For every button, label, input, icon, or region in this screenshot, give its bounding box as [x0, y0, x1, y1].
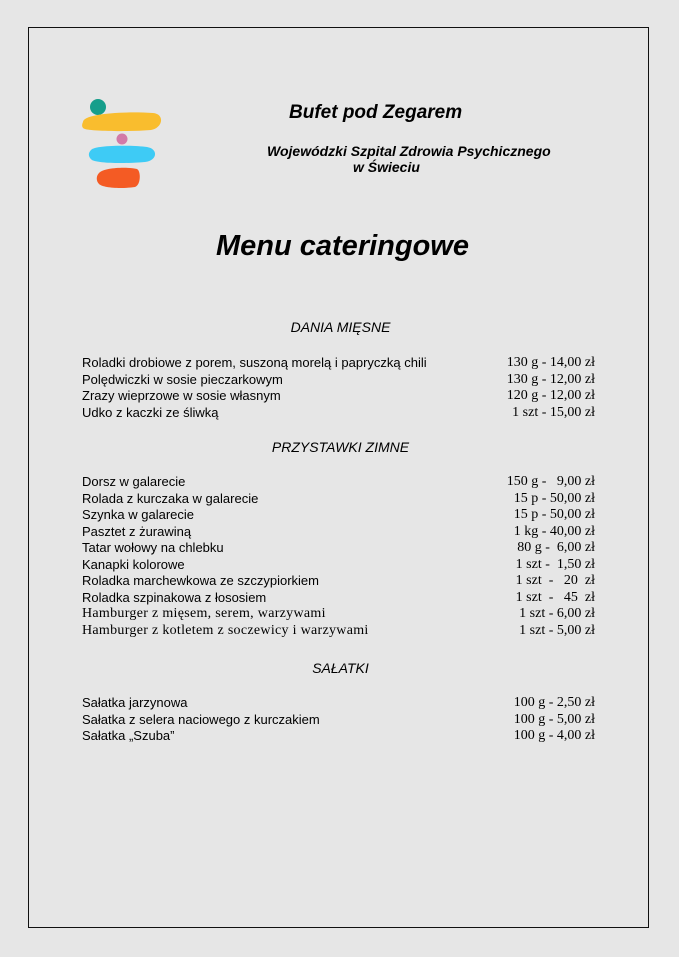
item-name: Kanapki kolorowe [82, 556, 185, 572]
item-name: Polędwiczki w sosie pieczarkowym [82, 371, 283, 387]
item-price: 1 kg - 40,00 zł [513, 523, 595, 539]
list-item [82, 573, 595, 590]
item-price: 100 g - 4,00 zł [513, 728, 595, 743]
section-cold-starters-list [82, 474, 595, 639]
item-price: 80 g - 6,00 zł [517, 540, 595, 555]
item-name: Roladki drobiowe z porem, suszoną morelą i papryczką chili [82, 355, 427, 370]
item-price: 100 g - 5,00 zł [513, 711, 595, 727]
item-price: 120 g - 12,00 zł [506, 388, 595, 403]
stacked-stones-logo-icon [81, 98, 165, 190]
item-name: Sałatka z selera naciowego z kurczakiem [82, 711, 320, 727]
list-item [82, 590, 595, 607]
item-name: Zrazy wieprzowe w sosie własnym [82, 388, 281, 403]
menu-page [28, 27, 649, 928]
list-item [82, 623, 595, 640]
hospital-line-2: w Świeciu [353, 159, 420, 175]
item-name: Sałatka jarzynowa [82, 695, 188, 710]
item-price: 150 g - 9,00 zł [506, 474, 595, 489]
list-item [82, 695, 595, 712]
item-price: 1 szt - 5,00 zł [519, 622, 595, 638]
section-meat-list [82, 355, 595, 421]
list-item [82, 388, 595, 405]
item-name: Roladka szpinakowa z łososiem [82, 589, 267, 605]
list-item [82, 372, 595, 389]
list-item [82, 540, 595, 557]
item-name: Tatar wołowy na chlebku [82, 540, 224, 555]
hospital-name [267, 143, 627, 175]
section-title-cold-starters: PRZYSTAWKI ZIMNE [271, 439, 410, 455]
item-name: Hamburger z mięsem, serem, warzywami [82, 606, 326, 621]
item-price: 1 szt - 15,00 zł [512, 404, 595, 420]
item-name: Sałatka „Szuba” [82, 728, 175, 743]
section-title-salads: SAŁATKI [312, 660, 369, 676]
item-price: 15 p - 50,00 zł [513, 507, 595, 522]
menu-title: Menu cateringowe [216, 230, 469, 262]
item-name: Roladka marchewkowa ze szczypiorkiem [82, 573, 319, 588]
item-name: Szynka w galarecie [82, 507, 194, 522]
item-price: 15 p - 50,00 zł [513, 490, 595, 506]
list-item [82, 507, 595, 524]
item-name: Pasztet z żurawiną [82, 523, 192, 539]
list-item [82, 491, 595, 508]
brand-name: Bufet pod Zegarem [289, 102, 463, 123]
list-item [82, 712, 595, 729]
item-price: 1 szt - 45 zł [515, 589, 595, 605]
item-price: 1 szt - 1,50 zł [515, 556, 595, 572]
item-name: Udko z kaczki ze śliwką [82, 404, 219, 420]
hospital-line-1: Wojewódzki Szpital Zdrowia Psychicznego [267, 143, 551, 159]
section-salads-list [82, 695, 595, 745]
item-price: 130 g - 12,00 zł [506, 371, 595, 387]
item-price: 1 szt - 20 zł [515, 573, 595, 588]
item-price: 1 szt - 6,00 zł [519, 606, 595, 621]
list-item [82, 728, 595, 745]
list-item [82, 474, 595, 491]
list-item [82, 524, 595, 541]
item-price: 130 g - 14,00 zł [506, 355, 595, 370]
item-price: 100 g - 2,50 zł [513, 695, 595, 710]
item-name: Rolada z kurczaka w galarecie [82, 490, 259, 506]
item-name: Hamburger z kotletem z soczewicy i warzywami [82, 622, 369, 638]
list-item [82, 405, 595, 422]
list-item [82, 606, 595, 623]
list-item [82, 557, 595, 574]
section-title-meat: DANIA MIĘSNE [290, 319, 391, 335]
item-name: Dorsz w galarecie [82, 474, 186, 489]
list-item [82, 355, 595, 372]
